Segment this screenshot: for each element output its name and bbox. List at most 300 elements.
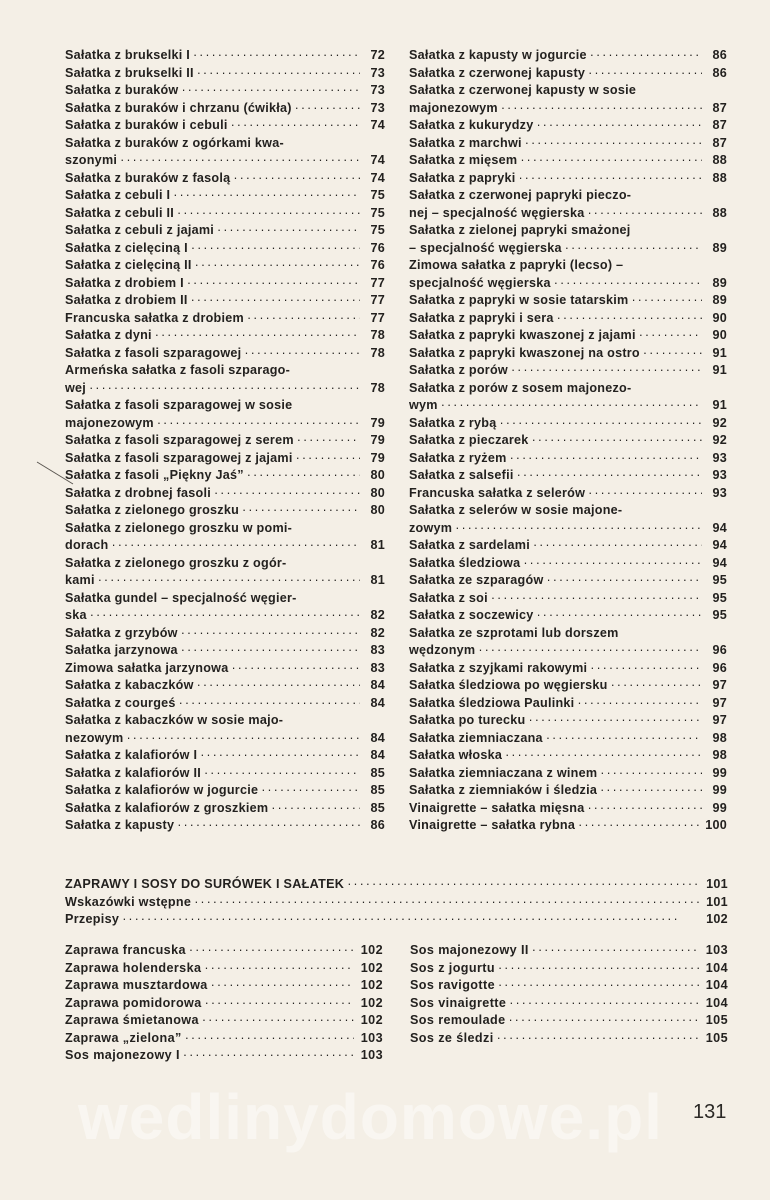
toc-entry-page: 90: [712, 328, 727, 342]
dot-leader: [497, 1030, 699, 1048]
toc-entry-title: Wskazówki wstępne: [65, 894, 192, 909]
toc-entry-page: 72: [370, 48, 385, 62]
toc-entry-title: Sałatka z ziemniaków i śledzia: [409, 783, 598, 797]
toc-entry: [409, 205, 727, 223]
dot-leader: [577, 695, 702, 713]
toc-entry-title: Vinaigrette – sałatka rybna: [409, 818, 576, 832]
toc-entry: [65, 327, 385, 345]
toc-entry-page: 102: [360, 943, 383, 957]
toc-entry: [409, 100, 727, 118]
toc-entry: [65, 47, 385, 65]
dot-leader: [529, 712, 703, 730]
toc-entry: [65, 310, 385, 328]
toc-entry-title: Sałatka z buraków z fasolą: [65, 170, 231, 185]
toc-entry: [409, 117, 727, 135]
toc-entry-title: Sałatka jarzynowa: [65, 643, 178, 657]
toc-entry: [65, 520, 385, 538]
toc-entry-title: Sałatka z czerwonej kapusty w sosie: [409, 83, 637, 97]
toc-entry: [65, 572, 385, 590]
toc-entry: [409, 292, 727, 310]
dot-leader: [214, 485, 360, 503]
toc-section-dressings: [65, 876, 728, 929]
dot-leader: [233, 170, 360, 188]
toc-entry-title: Sałatka z kalafiorów I: [65, 748, 198, 762]
toc-entry: [65, 135, 385, 153]
dot-leader: [195, 257, 360, 275]
toc-entry: [65, 485, 385, 503]
toc-entry-page: 97: [712, 695, 727, 710]
toc-entry-page: 86: [712, 48, 727, 62]
toc-entry-page: 79: [370, 415, 385, 430]
toc-entry-page: 103: [705, 943, 728, 957]
dot-leader: [244, 345, 360, 363]
dot-leader: [297, 432, 360, 450]
toc-entry: [65, 467, 385, 485]
dot-leader: [517, 467, 702, 485]
toc-entry: [409, 572, 727, 590]
toc-entry: [409, 397, 727, 415]
toc-entry: [409, 415, 727, 433]
toc-entry-page: 102: [360, 978, 383, 992]
toc-entry-page: 94: [712, 555, 727, 570]
toc-entry: [65, 911, 728, 929]
toc-entry: [409, 765, 727, 783]
toc-entry: [409, 170, 727, 188]
toc-entry-page: 79: [370, 450, 385, 465]
toc-entry-page: 93: [712, 468, 727, 482]
toc-entry-page: 99: [712, 800, 727, 815]
dot-leader: [247, 310, 360, 328]
toc-entry-title: Armeńska sałatka z fasoli szparago-: [65, 363, 291, 377]
toc-entry-title: Sałatka z cielęciną II: [65, 258, 192, 272]
dot-leader: [187, 275, 360, 293]
dot-leader: [191, 292, 360, 310]
toc-entry-title: Zaprawa „zielona”: [65, 1030, 182, 1045]
toc-entry: [409, 310, 727, 328]
toc-entry: [409, 257, 727, 275]
toc-entry-title: Sałatka z pieczarek: [409, 433, 529, 447]
toc-entry-title: Zaprawa pomidorowa: [65, 995, 202, 1010]
dot-leader: [554, 275, 702, 293]
toc-entry: [65, 240, 385, 258]
toc-entry-title: Sałatka z fasoli szparagowej z jajami: [65, 450, 293, 465]
dot-leader: [511, 362, 702, 380]
dot-leader: [505, 747, 702, 765]
toc-entry: [409, 275, 727, 293]
dot-leader: [295, 100, 360, 118]
toc-entry-title: Sałatka z salsefii: [409, 468, 514, 482]
dot-leader: [500, 415, 702, 433]
dot-leader: [611, 677, 702, 695]
toc-entry-page: 102: [706, 912, 728, 926]
dot-leader: [89, 380, 360, 398]
toc-entry: [409, 782, 727, 800]
toc-entry: [65, 960, 383, 978]
dot-leader: [191, 240, 360, 258]
dot-leader: [565, 240, 702, 258]
toc-entry-page: 104: [705, 960, 728, 975]
toc-entry-page: 80: [370, 468, 385, 482]
toc-entry: [65, 642, 385, 660]
toc-entry-page: 94: [712, 520, 727, 535]
toc-entry: [409, 240, 727, 258]
toc-entry: [409, 187, 727, 205]
toc-entry-title: szonymi: [65, 153, 118, 167]
page-number: 131: [693, 1101, 727, 1123]
toc-entry-title: Zaprawa holenderska: [65, 960, 202, 975]
dot-leader: [179, 695, 360, 713]
toc-entry-title: Sałatka z soi: [409, 590, 488, 605]
toc-entry-title: Sałatka z kabaczków w sosie majo-: [65, 713, 284, 727]
toc-entry: [65, 590, 385, 608]
dot-leader: [197, 677, 360, 695]
toc-entry-page: 83: [370, 643, 385, 657]
toc-entry-page: 96: [712, 643, 727, 657]
toc-entry: [65, 942, 383, 960]
toc-entry: [65, 782, 385, 800]
toc-entry-page: 80: [370, 503, 385, 517]
toc-entry: [409, 380, 727, 398]
toc-entry: [65, 800, 385, 818]
toc-entry: [409, 607, 727, 625]
toc-entry: [409, 590, 727, 608]
toc-entry-page: 80: [370, 485, 385, 500]
toc-entry-title: Sałatka z kalafiorów z groszkiem: [65, 800, 269, 815]
toc-entry: [65, 380, 385, 398]
toc-entry-title: Sałatka z papryki kwaszonej na ostro: [409, 345, 640, 360]
toc-entry-page: 104: [705, 978, 728, 992]
toc-entry-page: 105: [705, 1013, 728, 1027]
toc-entry-page: 77: [370, 293, 385, 307]
toc-entry-title: Sos z jogurtu: [410, 960, 495, 975]
dot-leader: [242, 502, 360, 520]
toc-entry-title: Sałatka z buraków: [65, 83, 179, 97]
toc-entry: [65, 187, 385, 205]
toc-entry-page: 93: [712, 485, 727, 500]
toc-entry-page: 101: [706, 894, 728, 909]
toc-entry: [65, 205, 385, 223]
toc-entry: [409, 695, 727, 713]
toc-entry-page: 87: [712, 118, 727, 132]
toc-dressings-right: [410, 942, 728, 1047]
dot-leader: [478, 642, 702, 660]
toc-entry: [65, 876, 728, 894]
dot-leader: [578, 817, 702, 835]
toc-entry-page: 97: [712, 678, 727, 692]
dot-leader: [181, 82, 360, 100]
toc-entry-page: 103: [360, 1030, 383, 1045]
dot-leader: [194, 894, 699, 912]
dot-leader: [183, 1047, 354, 1065]
toc-entry: [409, 152, 727, 170]
toc-entry-page: 85: [370, 765, 385, 780]
toc-entry-title: Sałatka z drobnej fasoli: [65, 485, 211, 500]
dot-leader: [247, 467, 360, 485]
dot-leader: [590, 660, 702, 678]
toc-entry-title: Sałatka z papryki: [409, 170, 516, 185]
toc-entry: [65, 765, 385, 783]
toc-entry-title: Sałatka z porów z sosem majonezo-: [409, 380, 632, 395]
toc-entry-page: 73: [370, 65, 385, 80]
toc-entry-page: 102: [360, 1013, 383, 1027]
toc-entry-title: ZAPRAWY I SOSY DO SURÓWEK I SAŁATEK: [65, 877, 345, 891]
dot-leader: [631, 292, 702, 310]
dot-leader: [588, 485, 702, 503]
dot-leader: [643, 345, 702, 363]
dot-leader: [181, 642, 360, 660]
toc-entry-title: Sałatka po turecku: [409, 713, 526, 727]
dot-leader: [90, 607, 360, 625]
dot-leader: [600, 765, 702, 783]
toc-entry-title: Sałatka śledziowa po węgiersku: [409, 678, 608, 692]
toc-entry-page: 86: [370, 818, 385, 832]
dot-leader: [525, 135, 702, 153]
dot-leader: [546, 730, 702, 748]
dot-leader: [501, 100, 702, 118]
toc-entry: [65, 817, 385, 835]
toc-entry-title: Francuska sałatka z drobiem: [65, 310, 244, 325]
toc-entry-title: Sałatka z brukselki II: [65, 65, 194, 80]
toc-entry-page: 75: [370, 188, 385, 202]
toc-entry-page: 76: [370, 258, 385, 272]
toc-entry: [409, 47, 727, 65]
toc-entry-page: 105: [705, 1030, 728, 1045]
toc-entry-title: Sałatka z fasoli „Piękny Jaś”: [65, 468, 244, 482]
dot-leader: [126, 730, 360, 748]
toc-entry: [65, 677, 385, 695]
toc-entry: [409, 520, 727, 538]
toc-entry-title: Sos majonezowy I: [65, 1048, 180, 1062]
toc-entry-page: 95: [712, 590, 727, 605]
toc-entry-title: Zimowa sałatka z papryki (lecso) –: [409, 258, 624, 272]
toc-entry-page: 82: [370, 625, 385, 640]
toc-entry: [65, 660, 385, 678]
toc-entry: [410, 977, 728, 995]
toc-entry-title: wej: [65, 380, 87, 395]
toc-entry: [409, 642, 727, 660]
toc-entry: [65, 100, 385, 118]
toc-entry: [65, 1047, 383, 1065]
toc-entry-title: Sałatka z drobiem II: [65, 293, 188, 307]
toc-entry: [65, 397, 385, 415]
dot-leader: [185, 1030, 354, 1048]
toc-entry-page: 78: [370, 345, 385, 360]
dot-leader: [533, 537, 702, 555]
dot-leader: [193, 47, 360, 65]
toc-entry-title: Sałatka z kapusty: [65, 818, 175, 832]
dot-leader: [532, 432, 702, 450]
toc-entry-page: 87: [712, 100, 727, 115]
toc-entry-page: 82: [370, 608, 385, 622]
toc-entry: [409, 450, 727, 468]
toc-entry-title: zowym: [409, 520, 453, 535]
toc-entry-title: Zaprawa musztardowa: [65, 978, 208, 992]
dot-leader: [211, 977, 354, 995]
toc-entry-title: Sałatka z buraków i chrzanu (ćwikła): [65, 100, 292, 115]
toc-entry-title: Sałatka z kabaczków: [65, 678, 194, 692]
toc-entry-page: 99: [712, 783, 727, 797]
toc-entry-page: 90: [712, 310, 727, 325]
toc-entry-page: 84: [370, 678, 385, 692]
toc-entry-page: 94: [712, 538, 727, 552]
dot-leader: [197, 65, 360, 83]
toc-entry-title: Zimowa sałatka jarzynowa: [65, 660, 229, 675]
toc-entry-title: Sos remoulade: [410, 1013, 506, 1027]
toc-entry-page: 75: [370, 223, 385, 237]
toc-entry-title: Sałatka z fasoli szparagowej z serem: [65, 433, 294, 447]
toc-entry: [65, 257, 385, 275]
toc-entry-page: 84: [370, 748, 385, 762]
toc-entry: [410, 995, 728, 1013]
toc-entry: [65, 1030, 383, 1048]
toc-entry: [65, 170, 385, 188]
dot-leader: [157, 415, 360, 433]
toc-entry-page: 101: [706, 877, 728, 891]
toc-entry: [65, 537, 385, 555]
toc-entry-page: 104: [705, 995, 728, 1010]
dot-leader: [587, 800, 702, 818]
toc-entry-page: 74: [370, 153, 385, 167]
dot-leader: [518, 170, 702, 188]
toc-entry-title: kami: [65, 573, 95, 587]
toc-entry-title: Sos ravigotte: [410, 978, 495, 992]
toc-entry: [65, 1012, 383, 1030]
toc-entry-page: 92: [712, 433, 727, 447]
toc-entry-page: 85: [370, 783, 385, 797]
toc-entry: [409, 677, 727, 695]
toc-entry-title: Sałatka z szyjkami rakowymi: [409, 660, 588, 675]
dot-leader: [498, 960, 699, 978]
dot-leader: [271, 800, 360, 818]
toc-entry-page: 81: [370, 538, 385, 552]
toc-entry: [65, 362, 385, 380]
toc-entry-title: Zaprawa francuska: [65, 943, 186, 957]
toc-entry-page: 89: [712, 275, 727, 290]
toc-entry: [65, 995, 383, 1013]
dot-leader: [200, 747, 360, 765]
toc-entry-title: Sałatka z cebuli II: [65, 205, 175, 220]
toc-entry-page: 91: [712, 363, 727, 377]
toc-entry: [409, 537, 727, 555]
toc-entry: [65, 432, 385, 450]
toc-entry-title: ska: [65, 608, 87, 622]
toc-entry-title: wym: [409, 398, 438, 412]
toc-entry-page: 89: [712, 240, 727, 255]
toc-dressings-left: [65, 942, 383, 1065]
toc-column-right: [409, 47, 727, 835]
dot-leader: [639, 327, 702, 345]
toc-entry-title: Sałatka z zielonej papryki smażonej: [409, 223, 631, 237]
toc-entry-title: Sałatka z zielonego groszku: [65, 503, 240, 517]
toc-entry: [409, 467, 727, 485]
dot-leader: [177, 817, 360, 835]
toc-entry: [65, 977, 383, 995]
dot-leader: [205, 995, 354, 1013]
toc-entry-title: Sos majonezowy II: [410, 943, 529, 957]
dot-leader: [202, 1012, 354, 1030]
toc-entry-title: Sałatka z cielęciną I: [65, 240, 188, 255]
toc-entry-title: Sałatka z mięsem: [409, 153, 518, 167]
dot-leader: [536, 117, 702, 135]
toc-entry: [409, 660, 727, 678]
toc-entry-page: 89: [712, 293, 727, 307]
toc-entry: [409, 555, 727, 573]
toc-entry: [409, 502, 727, 520]
toc-entry-title: Zaprawa śmietanowa: [65, 1013, 199, 1027]
toc-entry-title: Sałatka z fasoli szparagowej: [65, 345, 242, 360]
toc-entry-title: Sałatka ze szparagów: [409, 573, 544, 587]
toc-entry-title: Sałatka z grzybów: [65, 625, 178, 640]
toc-entry: [65, 82, 385, 100]
toc-entry: [65, 275, 385, 293]
toc-entry-page: 76: [370, 240, 385, 255]
toc-entry: [409, 82, 727, 100]
toc-column-left: [65, 47, 385, 835]
toc-entry: [65, 152, 385, 170]
dot-leader: [261, 782, 360, 800]
dot-leader: [189, 942, 354, 960]
toc-entry-page: 95: [712, 608, 727, 622]
toc-entry: [409, 432, 727, 450]
toc-entry-page: 88: [712, 170, 727, 185]
toc-entry-title: Sałatka z ryżem: [409, 450, 507, 465]
toc-entry: [409, 65, 727, 83]
toc-entry-title: Sałatka z rybą: [409, 415, 497, 430]
toc-entry-title: Sałatka z sardelami: [409, 538, 530, 552]
toc-entry-title: Sałatka z buraków z ogórkami kwa-: [65, 135, 284, 150]
toc-entry-page: 78: [370, 380, 385, 395]
toc-entry: [65, 555, 385, 573]
dot-leader: [204, 960, 354, 978]
toc-entry: [409, 747, 727, 765]
dot-leader: [536, 607, 702, 625]
toc-entry-page: 77: [370, 275, 385, 290]
toc-entry-title: majonezowym: [65, 415, 154, 430]
toc-entry-title: Sos vinaigrette: [410, 995, 507, 1010]
toc-entry: [409, 800, 727, 818]
dot-leader: [590, 47, 702, 65]
dot-leader: [347, 876, 699, 894]
toc-entry-page: 91: [712, 398, 727, 412]
toc-entry: [65, 607, 385, 625]
toc-entry-title: Sałatka z brukselki I: [65, 48, 190, 62]
toc-entry: [409, 327, 727, 345]
toc-entry-page: 91: [712, 345, 727, 360]
toc-entry-page: 75: [370, 205, 385, 220]
toc-entry-title: Sałatka z kalafiorów w jogurcie: [65, 783, 259, 797]
toc-entry-title: Sałatka z czerwonej kapusty: [409, 65, 586, 80]
toc-entry-page: 73: [370, 100, 385, 115]
toc-entry-title: Sałatka z buraków i cebuli: [65, 118, 228, 132]
toc-entry: [65, 415, 385, 433]
toc-entry: [410, 942, 728, 960]
toc-entry-title: Sałatka z czerwonej papryki pieczo-: [409, 188, 632, 202]
toc-entry-title: Sałatka z selerów w sosie majone-: [409, 503, 623, 517]
watermark-logo: wedlinydomowe.pl: [78, 1081, 663, 1153]
toc-entry-title: Sałatka z kalafiorów II: [65, 765, 201, 780]
toc-entry-page: 102: [360, 960, 383, 975]
toc-entry-page: 78: [370, 328, 385, 342]
dot-leader: [173, 187, 360, 205]
toc-entry: [409, 362, 727, 380]
toc-entry: [65, 65, 385, 83]
toc-entry-title: Sos ze śledzi: [410, 1030, 494, 1045]
toc-entry: [65, 695, 385, 713]
toc-entry: [410, 1030, 728, 1048]
toc-entry-title: Sałatka z courgeś: [65, 695, 176, 710]
toc-entry-title: Sałatka z fasoli szparagowej w sosie: [65, 398, 293, 412]
toc-entry-title: Sałatka z zielonego groszku z ogór-: [65, 555, 287, 570]
